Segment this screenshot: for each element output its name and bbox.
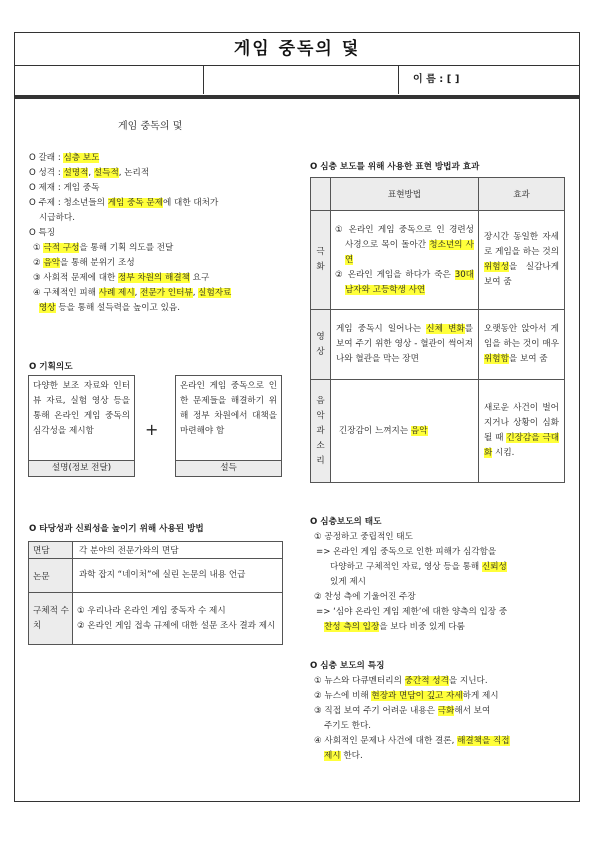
table-row — [29, 559, 283, 593]
attitude-line-5: ② 찬성 측에 기울어진 주장 — [314, 592, 416, 602]
header-row — [14, 66, 580, 96]
expression-effect-drama: 장시간 동일한 자세로 게임을 하는 것의 위험성을 실감나게 보여 줌 — [479, 211, 565, 310]
planning-box-2-label: 설득 — [175, 461, 282, 477]
feature-1: ① 극적 구성을 통해 기획 의도를 전달 — [33, 243, 174, 253]
table-row — [311, 178, 565, 211]
characteristics-title: O 심층 보도의 특징 — [310, 661, 385, 671]
attitude-line-1: ① 공정하고 중립적인 태도 — [314, 532, 413, 542]
validity-text-2: 과학 잡지 “네이처”에 실린 논문의 내용 언급 — [73, 559, 283, 593]
table-row — [29, 542, 283, 559]
expression-effect-video: 오랫동안 앉아서 게임을 하는 것이 매우 위험함을 보여 줌 — [479, 310, 565, 380]
planning-title: O 기획의도 — [29, 362, 73, 372]
char-line-4: ④ 사회적인 문제나 사건에 대한 결론, 해결책을 직접 — [314, 736, 510, 746]
expression-effect-music: 새로운 사건이 벌어지거나 상황이 심화 될 때 긴장감을 극대화 시킴. — [479, 380, 565, 483]
validity-head-3: 구체적 수치 — [29, 593, 73, 645]
expression-method-video: 게임 중독시 일어나는 신체 변화를 보여 주기 위한 영상 - 혈관이 썩어져 나와 혈관을 막는 장면 — [331, 310, 479, 380]
table-row — [311, 380, 565, 483]
drama-method-2: ② 온라인 게임을 하다가 죽은 30대 남자와 고등학생 사연 — [335, 269, 474, 295]
char-line-2: ② 뉴스에 비해 현장과 면담이 깊고 자세하게 제시 — [314, 691, 499, 701]
page-title: 게임 중독의 덫 — [14, 32, 580, 66]
expression-method-music: 긴장감이 느껴지는 음악 — [331, 380, 479, 483]
header-cell-2 — [203, 66, 399, 94]
attitude-section — [310, 515, 572, 635]
expression-corner — [311, 178, 331, 211]
nature-line: O 성격 : 설명적, 설득적, 논리적 — [29, 168, 150, 178]
drama-method-1: ① 온라인 게임 중독으로 인 경련성 사경으로 목이 돌아간 청소년의 사연 — [335, 224, 474, 265]
genre-line: O 갈래 : 심층 보도 — [29, 153, 100, 163]
validity-text-1: 각 분야의 전문가와의 면담 — [73, 542, 283, 559]
validity-table — [28, 541, 283, 645]
theme-line: O 주제 : 청소년들의 게임 중독 문제에 대한 대처가 — [29, 198, 219, 208]
characteristics-section — [310, 659, 572, 764]
header-cell-1 — [15, 66, 204, 94]
planning-box-1-label: 설명(정보 전달) — [28, 461, 135, 477]
char-line-4b: 제시 한다. — [324, 751, 363, 761]
attitude-title: O 심층보도의 태도 — [310, 517, 382, 527]
expression-col-effect: 효과 — [479, 178, 565, 211]
attitude-line-2: => 온라인 게임 중독으로 인한 피해가 심각함을 — [316, 547, 497, 557]
validity-title: O 타당성과 신뢰성을 높이기 위해 사용된 방법 — [29, 524, 204, 534]
table-row — [311, 211, 565, 310]
expression-method-drama — [331, 211, 479, 310]
char-line-3b: 주기도 한다. — [324, 721, 371, 731]
attitude-line-3: 다양하고 구체적인 자료, 영상 등을 통해 신뢰성 — [330, 562, 507, 572]
attitude-line-4: 있게 제시 — [330, 577, 366, 587]
feature-4: ④ 구체적인 피해 사례 제시, 전문가 인터뷰, 실험자료 — [33, 288, 232, 298]
expression-head-drama: 극화 — [311, 211, 331, 310]
subject-line: O 제재 : 게임 중독 — [29, 183, 100, 193]
expression-col-method: 표현방법 — [331, 178, 479, 211]
planning-box-1: 다양한 보조 자료와 인터뷰 자료, 실험 영상 등을 통해 온라인 게임 중독의 심각성을 제시함 — [28, 375, 135, 461]
validity-text-3b: ② 온라인 게임 접속 규제에 대한 설문 조사 결과 제시 — [77, 620, 276, 631]
feature-4-line-2: 영상 등을 통해 설득력을 높이고 있음. — [39, 303, 180, 313]
validity-text-3 — [73, 593, 283, 645]
attitude-line-7: 찬성 측의 입장을 보다 비중 있게 다룸 — [324, 622, 465, 632]
feature-2: ② 음악을 통해 분위기 조성 — [33, 258, 135, 268]
doc-title: 게임 중독의 덫 — [118, 121, 183, 132]
expression-head-music: 음악과소리 — [311, 380, 331, 483]
expression-title: O 심층 보도를 위해 사용한 표현 방법과 효과 — [310, 162, 480, 172]
attitude-line-6: => ‘심야 온라인 게임 제한’에 대한 양측의 입장 중 — [316, 607, 508, 617]
validity-head-1: 면담 — [29, 542, 73, 559]
table-row — [311, 310, 565, 380]
theme-line-2: 시급하다. — [39, 213, 75, 223]
features-label: O 특징 — [29, 228, 56, 238]
feature-3: ③ 사회적 문제에 대한 정부 차원의 해결책 요구 — [33, 273, 210, 283]
validity-text-3a: ① 우리나라 온라인 게임 중독자 수 제시 — [77, 605, 226, 616]
char-line-3: ③ 직접 보여 주기 어려운 내용은 극화해서 보여 — [314, 706, 491, 716]
planning-box-2: 온라인 게임 중독으로 인한 문제들을 해결하기 위해 정부 차원에서 대책을 마련해야 함 — [175, 375, 282, 461]
char-line-1: ① 뉴스와 다큐멘터리의 중간적 성격을 지닌다. — [314, 676, 488, 686]
plus-sign: + — [145, 420, 159, 439]
expression-head-video: 영상 — [311, 310, 331, 380]
name-field[interactable]: 이 름 : [ ] — [413, 74, 460, 85]
expression-table — [310, 177, 565, 483]
table-row — [29, 593, 283, 645]
info-section — [29, 151, 274, 316]
validity-head-2: 논문 — [29, 559, 73, 593]
